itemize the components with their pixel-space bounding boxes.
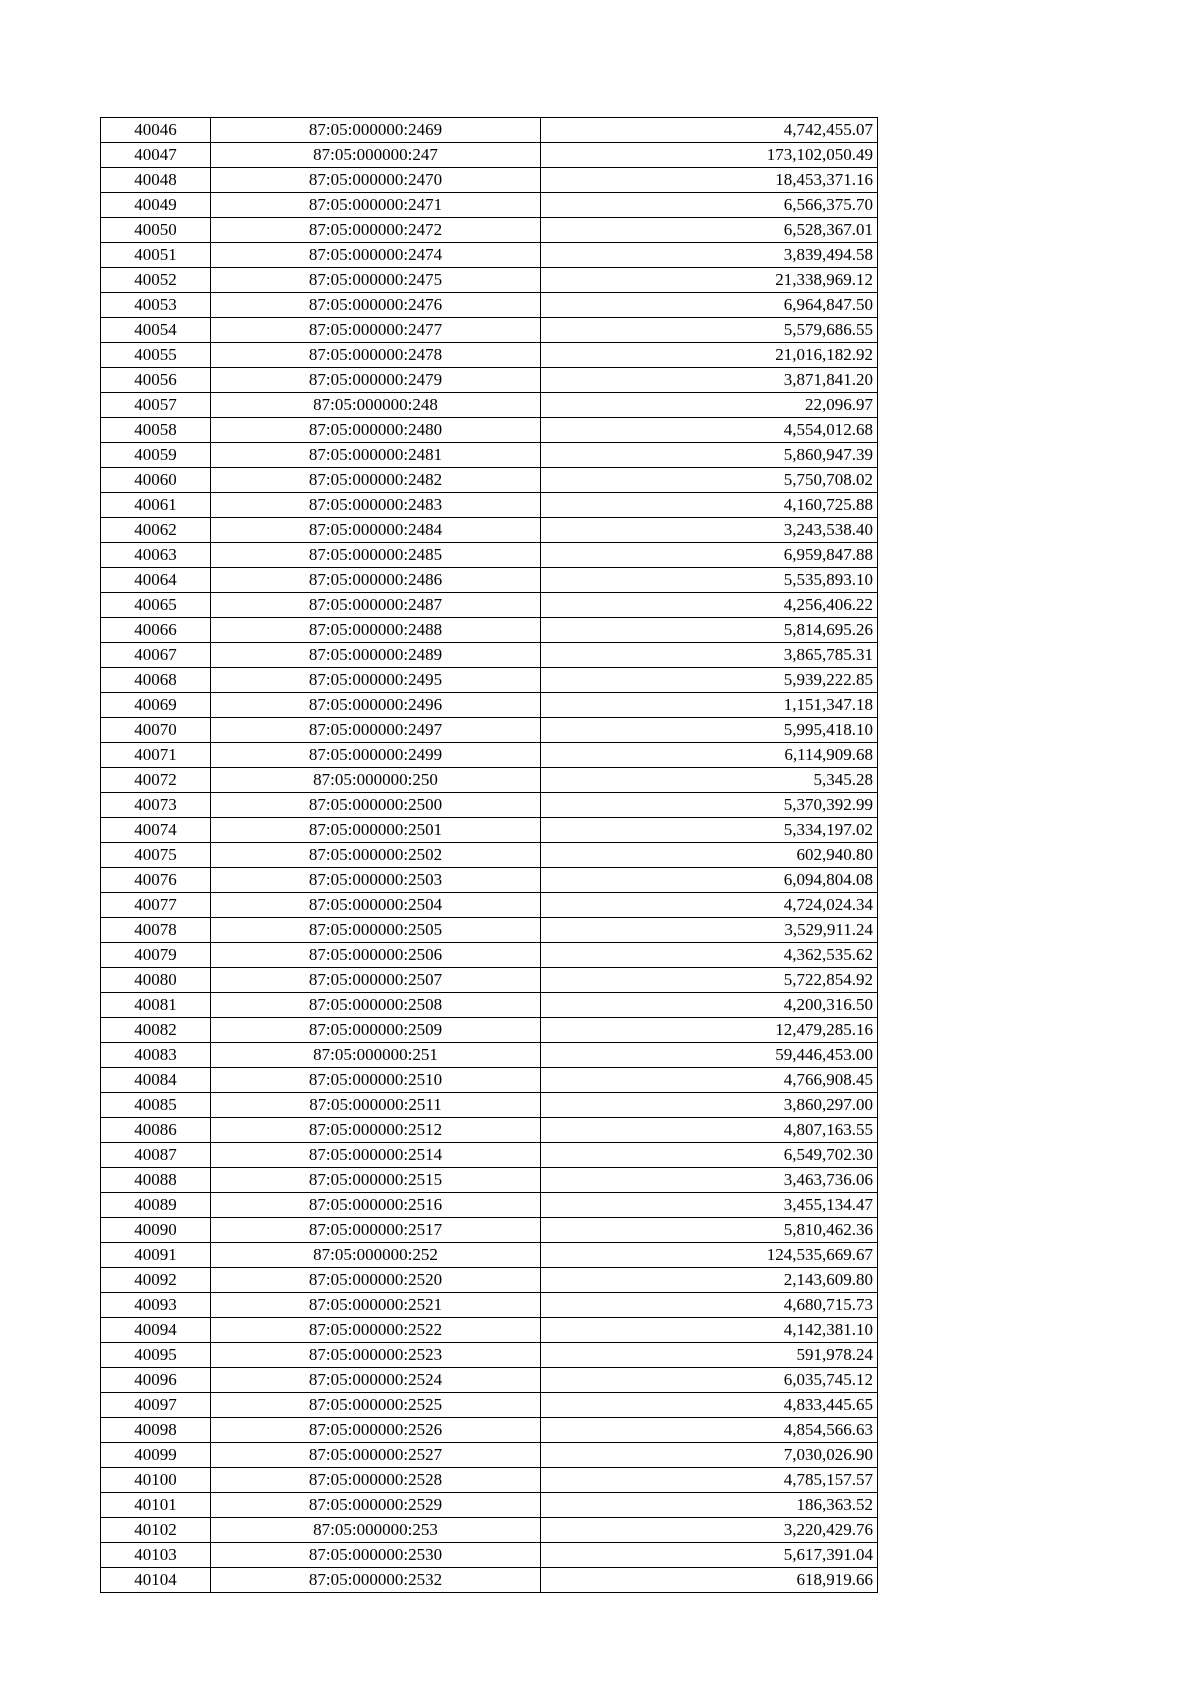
- table-row: [101, 543, 878, 568]
- cadastral-number-cell: 87:05:000000:250: [211, 768, 541, 793]
- row-number-cell: 40069: [101, 693, 211, 718]
- cadastral-number-cell: 87:05:000000:252: [211, 1243, 541, 1268]
- cadastral-value-cell: 3,865,785.31: [541, 643, 878, 668]
- cadastral-number-cell: 87:05:000000:2485: [211, 543, 541, 568]
- cadastral-number-cell: 87:05:000000:2514: [211, 1143, 541, 1168]
- table-row: [101, 593, 878, 618]
- table-row: [101, 218, 878, 243]
- row-number-cell: 40083: [101, 1043, 211, 1068]
- table-row: [101, 918, 878, 943]
- cadastral-number-cell: 87:05:000000:253: [211, 1518, 541, 1543]
- row-number-cell: 40074: [101, 818, 211, 843]
- row-number-cell: 40099: [101, 1443, 211, 1468]
- table-row: [101, 1243, 878, 1268]
- table-row: [101, 1318, 878, 1343]
- cadastral-value-cell: 4,724,024.34: [541, 893, 878, 918]
- cadastral-number-cell: 87:05:000000:2522: [211, 1318, 541, 1343]
- cadastral-value-cell: 12,479,285.16: [541, 1018, 878, 1043]
- cadastral-value-cell: 5,345.28: [541, 768, 878, 793]
- cadastral-number-cell: 87:05:000000:2489: [211, 643, 541, 668]
- table-row: [101, 1368, 878, 1393]
- table-row: [101, 1393, 878, 1418]
- row-number-cell: 40053: [101, 293, 211, 318]
- row-number-cell: 40084: [101, 1068, 211, 1093]
- cadastral-value-cell: 173,102,050.49: [541, 143, 878, 168]
- cadastral-number-cell: 87:05:000000:2525: [211, 1393, 541, 1418]
- cadastral-value-cell: 5,579,686.55: [541, 318, 878, 343]
- row-number-cell: 40093: [101, 1293, 211, 1318]
- table-body: [101, 118, 878, 1593]
- table-row: [101, 1543, 878, 1568]
- row-number-cell: 40090: [101, 1218, 211, 1243]
- cadastral-number-cell: 87:05:000000:2504: [211, 893, 541, 918]
- row-number-cell: 40064: [101, 568, 211, 593]
- cadastral-value-cell: 5,750,708.02: [541, 468, 878, 493]
- cadastral-number-cell: 87:05:000000:2475: [211, 268, 541, 293]
- cadastral-value-cell: 3,871,841.20: [541, 368, 878, 393]
- cadastral-value-cell: 5,535,893.10: [541, 568, 878, 593]
- cadastral-value-cell: 1,151,347.18: [541, 693, 878, 718]
- table-row: [101, 343, 878, 368]
- cadastral-number-cell: 87:05:000000:2481: [211, 443, 541, 468]
- cadastral-value-cell: 5,617,391.04: [541, 1543, 878, 1568]
- cadastral-value-cell: 3,455,134.47: [541, 1193, 878, 1218]
- cadastral-value-cell: 4,785,157.57: [541, 1468, 878, 1493]
- cadastral-value-cell: 59,446,453.00: [541, 1043, 878, 1068]
- table-row: [101, 1418, 878, 1443]
- table-row: [101, 318, 878, 343]
- cadastral-value-cell: 186,363.52: [541, 1493, 878, 1518]
- row-number-cell: 40095: [101, 1343, 211, 1368]
- cadastral-value-cell: 6,035,745.12: [541, 1368, 878, 1393]
- cadastral-value-cell: 7,030,026.90: [541, 1443, 878, 1468]
- table-row: [101, 418, 878, 443]
- cadastral-number-cell: 87:05:000000:2526: [211, 1418, 541, 1443]
- table-row: [101, 1043, 878, 1068]
- table-row: [101, 468, 878, 493]
- cadastral-number-cell: 87:05:000000:2471: [211, 193, 541, 218]
- cadastral-number-cell: 87:05:000000:2496: [211, 693, 541, 718]
- row-number-cell: 40089: [101, 1193, 211, 1218]
- cadastral-number-cell: 87:05:000000:2502: [211, 843, 541, 868]
- table-row: [101, 1293, 878, 1318]
- row-number-cell: 40081: [101, 993, 211, 1018]
- cadastral-number-cell: 87:05:000000:2508: [211, 993, 541, 1018]
- table-row: [101, 1093, 878, 1118]
- cadastral-value-cell: 6,959,847.88: [541, 543, 878, 568]
- table-row: [101, 868, 878, 893]
- cadastral-value-cell: 3,463,736.06: [541, 1168, 878, 1193]
- cadastral-value-cell: 4,766,908.45: [541, 1068, 878, 1093]
- row-number-cell: 40068: [101, 668, 211, 693]
- cadastral-number-cell: 87:05:000000:2470: [211, 168, 541, 193]
- table-row: [101, 793, 878, 818]
- cadastral-value-cell: 3,839,494.58: [541, 243, 878, 268]
- cadastral-value-cell: 4,362,535.62: [541, 943, 878, 968]
- table-row: [101, 668, 878, 693]
- table-row: [101, 893, 878, 918]
- cadastral-number-cell: 87:05:000000:2521: [211, 1293, 541, 1318]
- cadastral-number-cell: 87:05:000000:2530: [211, 1543, 541, 1568]
- cadastral-number-cell: 87:05:000000:2506: [211, 943, 541, 968]
- cadastral-value-cell: 5,370,392.99: [541, 793, 878, 818]
- cadastral-value-cell: 6,964,847.50: [541, 293, 878, 318]
- cadastral-value-cell: 4,256,406.22: [541, 593, 878, 618]
- cadastral-value-cell: 5,334,197.02: [541, 818, 878, 843]
- row-number-cell: 40086: [101, 1118, 211, 1143]
- table-row: [101, 768, 878, 793]
- row-number-cell: 40046: [101, 118, 211, 143]
- row-number-cell: 40048: [101, 168, 211, 193]
- row-number-cell: 40078: [101, 918, 211, 943]
- row-number-cell: 40049: [101, 193, 211, 218]
- table-row: [101, 368, 878, 393]
- cadastral-number-cell: 87:05:000000:2486: [211, 568, 541, 593]
- row-number-cell: 40070: [101, 718, 211, 743]
- cadastral-number-cell: 87:05:000000:2517: [211, 1218, 541, 1243]
- table-row: [101, 168, 878, 193]
- cadastral-number-cell: 87:05:000000:2516: [211, 1193, 541, 1218]
- table-row: [101, 1268, 878, 1293]
- table-row: [101, 843, 878, 868]
- row-number-cell: 40096: [101, 1368, 211, 1393]
- cadastral-number-cell: 87:05:000000:2487: [211, 593, 541, 618]
- table-row: [101, 143, 878, 168]
- cadastral-value-cell: 3,529,911.24: [541, 918, 878, 943]
- table-row: [101, 1193, 878, 1218]
- cadastral-value-cell: 21,016,182.92: [541, 343, 878, 368]
- row-number-cell: 40073: [101, 793, 211, 818]
- row-number-cell: 40052: [101, 268, 211, 293]
- cadastral-number-cell: 87:05:000000:2527: [211, 1443, 541, 1468]
- row-number-cell: 40055: [101, 343, 211, 368]
- row-number-cell: 40091: [101, 1243, 211, 1268]
- row-number-cell: 40087: [101, 1143, 211, 1168]
- table-row: [101, 718, 878, 743]
- cadastral-value-cell: 618,919.66: [541, 1568, 878, 1593]
- cadastral-value-table: [100, 117, 878, 1593]
- cadastral-number-cell: 87:05:000000:2472: [211, 218, 541, 243]
- cadastral-number-cell: 87:05:000000:2515: [211, 1168, 541, 1193]
- row-number-cell: 40051: [101, 243, 211, 268]
- cadastral-value-cell: 124,535,669.67: [541, 1243, 878, 1268]
- table-row: [101, 393, 878, 418]
- table-row: [101, 243, 878, 268]
- cadastral-value-cell: 4,833,445.65: [541, 1393, 878, 1418]
- table-row: [101, 693, 878, 718]
- row-number-cell: 40101: [101, 1493, 211, 1518]
- cadastral-number-cell: 87:05:000000:2499: [211, 743, 541, 768]
- cadastral-number-cell: 87:05:000000:2520: [211, 1268, 541, 1293]
- row-number-cell: 40054: [101, 318, 211, 343]
- cadastral-number-cell: 87:05:000000:2497: [211, 718, 541, 743]
- cadastral-number-cell: 87:05:000000:2488: [211, 618, 541, 643]
- cadastral-number-cell: 87:05:000000:2482: [211, 468, 541, 493]
- table-row: [101, 268, 878, 293]
- cadastral-number-cell: 87:05:000000:2529: [211, 1493, 541, 1518]
- cadastral-value-cell: 3,243,538.40: [541, 518, 878, 543]
- row-number-cell: 40056: [101, 368, 211, 393]
- cadastral-number-cell: 87:05:000000:2469: [211, 118, 541, 143]
- cadastral-value-cell: 4,160,725.88: [541, 493, 878, 518]
- row-number-cell: 40072: [101, 768, 211, 793]
- cadastral-value-cell: 4,142,381.10: [541, 1318, 878, 1343]
- cadastral-value-cell: 3,220,429.76: [541, 1518, 878, 1543]
- cadastral-value-cell: 21,338,969.12: [541, 268, 878, 293]
- row-number-cell: 40082: [101, 1018, 211, 1043]
- cadastral-number-cell: 87:05:000000:248: [211, 393, 541, 418]
- cadastral-number-cell: 87:05:000000:2507: [211, 968, 541, 993]
- cadastral-number-cell: 87:05:000000:2484: [211, 518, 541, 543]
- table-row: [101, 493, 878, 518]
- row-number-cell: 40050: [101, 218, 211, 243]
- row-number-cell: 40094: [101, 1318, 211, 1343]
- row-number-cell: 40097: [101, 1393, 211, 1418]
- cadastral-value-cell: 3,860,297.00: [541, 1093, 878, 1118]
- table-row: [101, 293, 878, 318]
- row-number-cell: 40063: [101, 543, 211, 568]
- cadastral-number-cell: 87:05:000000:247: [211, 143, 541, 168]
- cadastral-value-cell: 6,566,375.70: [541, 193, 878, 218]
- table-row: [101, 1518, 878, 1543]
- cadastral-number-cell: 87:05:000000:2495: [211, 668, 541, 693]
- cadastral-value-cell: 4,807,163.55: [541, 1118, 878, 1143]
- table-row: [101, 443, 878, 468]
- cadastral-value-cell: 591,978.24: [541, 1343, 878, 1368]
- cadastral-number-cell: 87:05:000000:2511: [211, 1093, 541, 1118]
- row-number-cell: 40071: [101, 743, 211, 768]
- cadastral-number-cell: 87:05:000000:2477: [211, 318, 541, 343]
- cadastral-number-cell: 87:05:000000:2505: [211, 918, 541, 943]
- cadastral-value-cell: 4,742,455.07: [541, 118, 878, 143]
- cadastral-value-cell: 5,995,418.10: [541, 718, 878, 743]
- table-row: [101, 518, 878, 543]
- cadastral-value-cell: 5,860,947.39: [541, 443, 878, 468]
- cadastral-number-cell: 87:05:000000:2476: [211, 293, 541, 318]
- row-number-cell: 40066: [101, 618, 211, 643]
- row-number-cell: 40065: [101, 593, 211, 618]
- row-number-cell: 40075: [101, 843, 211, 868]
- table-row: [101, 1068, 878, 1093]
- row-number-cell: 40076: [101, 868, 211, 893]
- row-number-cell: 40092: [101, 1268, 211, 1293]
- table-row: [101, 618, 878, 643]
- table-row: [101, 1443, 878, 1468]
- cadastral-value-cell: 18,453,371.16: [541, 168, 878, 193]
- row-number-cell: 40079: [101, 943, 211, 968]
- cadastral-number-cell: 87:05:000000:2480: [211, 418, 541, 443]
- cadastral-number-cell: 87:05:000000:2483: [211, 493, 541, 518]
- table-row: [101, 743, 878, 768]
- table-row: [101, 968, 878, 993]
- cadastral-value-cell: 4,854,566.63: [541, 1418, 878, 1443]
- row-number-cell: 40103: [101, 1543, 211, 1568]
- table-row: [101, 1168, 878, 1193]
- table-row: [101, 1218, 878, 1243]
- cadastral-number-cell: 87:05:000000:2501: [211, 818, 541, 843]
- row-number-cell: 40060: [101, 468, 211, 493]
- cadastral-value-cell: 602,940.80: [541, 843, 878, 868]
- cadastral-value-cell: 2,143,609.80: [541, 1268, 878, 1293]
- row-number-cell: 40080: [101, 968, 211, 993]
- cadastral-value-cell: 4,680,715.73: [541, 1293, 878, 1318]
- cadastral-value-cell: 6,114,909.68: [541, 743, 878, 768]
- row-number-cell: 40104: [101, 1568, 211, 1593]
- cadastral-number-cell: 87:05:000000:2532: [211, 1568, 541, 1593]
- cadastral-number-cell: 87:05:000000:2523: [211, 1343, 541, 1368]
- table-row: [101, 1343, 878, 1368]
- cadastral-number-cell: 87:05:000000:251: [211, 1043, 541, 1068]
- cadastral-value-cell: 5,814,695.26: [541, 618, 878, 643]
- cadastral-number-cell: 87:05:000000:2528: [211, 1468, 541, 1493]
- cadastral-value-cell: 5,939,222.85: [541, 668, 878, 693]
- row-number-cell: 40088: [101, 1168, 211, 1193]
- cadastral-number-cell: 87:05:000000:2510: [211, 1068, 541, 1093]
- cadastral-value-cell: 5,810,462.36: [541, 1218, 878, 1243]
- cadastral-value-cell: 6,528,367.01: [541, 218, 878, 243]
- table-row: [101, 1568, 878, 1593]
- cadastral-number-cell: 87:05:000000:2500: [211, 793, 541, 818]
- row-number-cell: 40102: [101, 1518, 211, 1543]
- table-row: [101, 643, 878, 668]
- row-number-cell: 40100: [101, 1468, 211, 1493]
- table-row: [101, 568, 878, 593]
- row-number-cell: 40057: [101, 393, 211, 418]
- table-row: [101, 118, 878, 143]
- table-row: [101, 818, 878, 843]
- row-number-cell: 40067: [101, 643, 211, 668]
- cadastral-number-cell: 87:05:000000:2503: [211, 868, 541, 893]
- cadastral-value-cell: 6,549,702.30: [541, 1143, 878, 1168]
- table-row: [101, 1143, 878, 1168]
- table-row: [101, 1493, 878, 1518]
- row-number-cell: 40047: [101, 143, 211, 168]
- cadastral-value-cell: 22,096.97: [541, 393, 878, 418]
- cadastral-number-cell: 87:05:000000:2509: [211, 1018, 541, 1043]
- cadastral-number-cell: 87:05:000000:2512: [211, 1118, 541, 1143]
- table-row: [101, 1118, 878, 1143]
- cadastral-number-cell: 87:05:000000:2524: [211, 1368, 541, 1393]
- cadastral-number-cell: 87:05:000000:2479: [211, 368, 541, 393]
- table-row: [101, 1468, 878, 1493]
- table-row: [101, 943, 878, 968]
- row-number-cell: 40062: [101, 518, 211, 543]
- cadastral-number-cell: 87:05:000000:2478: [211, 343, 541, 368]
- table-row: [101, 1018, 878, 1043]
- cadastral-value-cell: 4,554,012.68: [541, 418, 878, 443]
- row-number-cell: 40077: [101, 893, 211, 918]
- cadastral-value-cell: 4,200,316.50: [541, 993, 878, 1018]
- cadastral-value-cell: 6,094,804.08: [541, 868, 878, 893]
- table-row: [101, 193, 878, 218]
- cadastral-number-cell: 87:05:000000:2474: [211, 243, 541, 268]
- cadastral-value-cell: 5,722,854.92: [541, 968, 878, 993]
- row-number-cell: 40061: [101, 493, 211, 518]
- table-row: [101, 993, 878, 1018]
- row-number-cell: 40098: [101, 1418, 211, 1443]
- row-number-cell: 40058: [101, 418, 211, 443]
- row-number-cell: 40059: [101, 443, 211, 468]
- row-number-cell: 40085: [101, 1093, 211, 1118]
